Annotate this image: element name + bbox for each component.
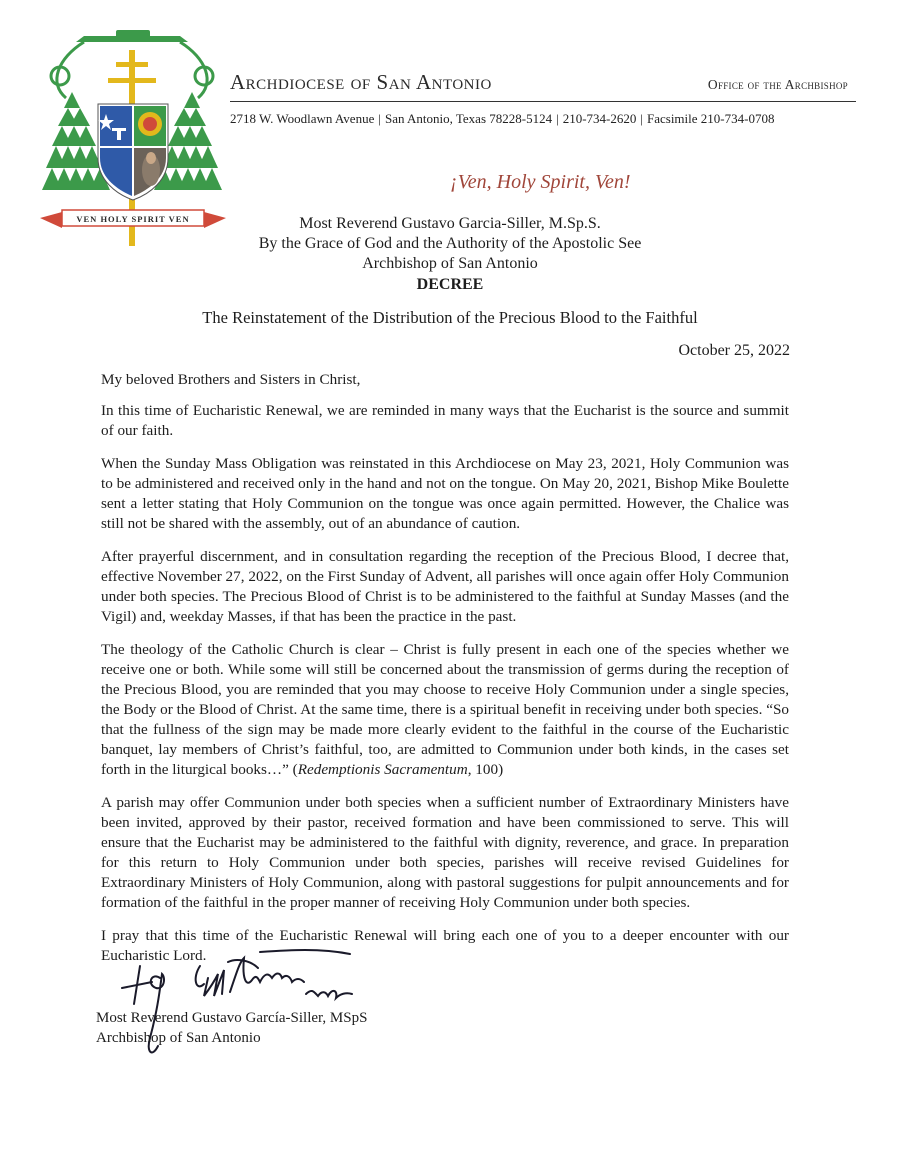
decree-subtitle: The Reinstatement of the Distribution of the Precious Blood to the Faithful — [202, 308, 698, 327]
header-rule — [230, 101, 856, 102]
authority-line: By the Grace of God and the Authority of the Apostolic See — [258, 235, 642, 252]
citation-title: Redemptionis Sacramentum — [297, 761, 468, 778]
paragraph-2: When the Sunday Mass Obligation was reinstated in this Archdiocese on May 23, 2021, Holy Communion was to be administered and received only in the hand and not on the tongue. On May 20, 2021, Bishop Mike Boulette sent a letter stating that Holy Communion on the tongue was once again permitted. However, the Chalice was still not be shared with the assembly, out of an abundance of caution. — [101, 455, 789, 532]
phone-number: 210-734-2620 — [562, 111, 637, 126]
address-line: 2718 W. Woodlawn Avenue | San Antonio, Texas 78228-5124 | 210-734-2620 | Facsimile 210-734-0708 — [230, 111, 775, 126]
citation-number: , 100) — [467, 761, 504, 778]
paragraph-1: In this time of Eucharistic Renewal, we are reminded in many ways that the Eucharist is the source and summit of our faith. — [101, 402, 789, 439]
fax-number: Facsimile 210-734-0708 — [646, 111, 775, 126]
signatory-title: Archbishop of San Antonio — [96, 1030, 261, 1046]
signatory-name: Most Reverend Gustavo García-Siller, MSpS — [96, 1010, 368, 1026]
paragraph-3: After prayerful discernment, and in consultation regarding the reception of the Precious Blood, I decree that, effective November 27, 2022, on the First Sunday of Advent, all parishes will once again offer Holy Communion under both species. The Precious Blood of Christ is to be administered to the faithful at Sunday Masses (and the Vigil) and, weekday Masses, if that has been the practice in the past. — [101, 548, 789, 625]
crest-motto: VEN HOLY SPIRIT VEN — [76, 214, 190, 224]
office-name: Office of the Archbishop — [707, 77, 848, 92]
letter-body — [101, 370, 789, 979]
archbishop-title: Archbishop of San Antonio — [362, 255, 538, 272]
salutation: My beloved Brothers and Sisters in Christ, — [101, 371, 361, 388]
street-address: 2718 W. Woodlawn Avenue — [230, 111, 375, 126]
city-state-zip: San Antonio, Texas 78228-5124 — [384, 111, 553, 126]
paragraph-4 — [101, 640, 789, 780]
paragraph-5: A parish may offer Communion under both species when a sufficient number of Extraordinary Ministers have been invited, approved by their pastor, received formation and have been commissioned to serve. This will ensure that the Eucharist may be administered to the faithful with dignity, reverence, and grace. In preparation for this return to Holy Communion under both species, parishes will receive revised Guidelines for Extraordinary Ministers of Holy Communion, along with pastoral suggestions for pulpit announcements and for formation of the faithful in the proper manner of receiving Holy Communion under both species. — [101, 794, 789, 911]
decree-date: October 25, 2022 — [678, 342, 790, 359]
archbishop-name: Most Reverend Gustavo Garcia-Siller, M.Sp.S. — [299, 215, 601, 232]
paragraph-6: I pray that this time of the Eucharistic Renewal will bring each one of you to a deeper encounter with our Eucharistic Lord. — [101, 927, 789, 964]
paragraph-4-text: The theology of the Catholic Church is clear – Christ is fully present in each one of the species whether we receive one or both. While some will still be concerned about the transmission of germs during the reception of the Precious Blood, you are reminded that you may choose to receive Holy Communion under a single species, the Body or the Blood of Christ. At the same time, there is a spiritual benefit in receiving under both species. “So that the fullness of the sign may be made more clearly evident to the faithful in the course of the Eucharistic banquet, lay members of Christ’s faithful, too, are admitted to Communion under both kinds, in the cases set forth in the liturgical books…” ( — [101, 641, 789, 778]
org-name: Archdiocese of San Antonio — [230, 70, 492, 94]
decree-title: DECREE — [416, 276, 484, 293]
motto-header: ¡Ven, Holy Spirit, Ven! — [450, 171, 631, 193]
decree-heading — [180, 214, 720, 274]
